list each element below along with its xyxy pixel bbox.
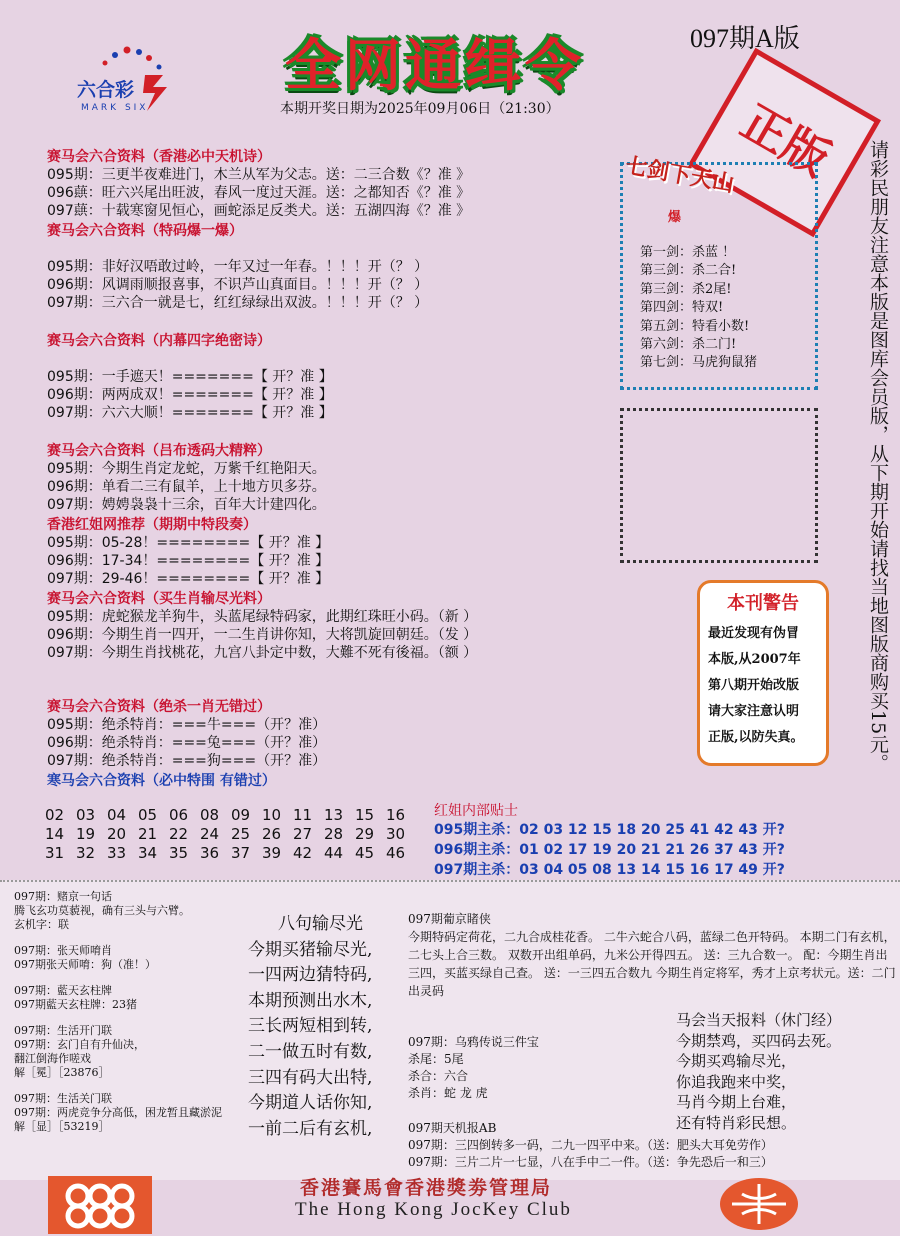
block-line: 097期：三片二片一七显，八在手中二一件。（送：争先恐后一和三） [408, 1155, 773, 1169]
logo-cn: 六合彩 [77, 79, 135, 101]
section-heading: 寒马会六合资料（必中特围 有错过） [47, 773, 276, 789]
number-cell: 29 [355, 825, 375, 843]
section-baoyibao [47, 258, 428, 312]
sword-title: 七剑下天山 [623, 153, 737, 198]
block-line: 杀尾：5尾 [408, 1052, 464, 1066]
section-heading: 香港红姐网推荐（期期中特段奏） [47, 517, 257, 533]
number-cell: 04 [107, 806, 127, 824]
poem-line: 二一做五时有数, [248, 1041, 373, 1062]
kill-panel [434, 800, 785, 880]
warning-line: 第八期开始改版 [708, 678, 800, 693]
number-cell: 11 [293, 806, 313, 824]
sky-block [408, 1120, 773, 1171]
text-block [14, 1092, 249, 1134]
sword-list [640, 244, 757, 373]
number-cell: 05 [138, 806, 158, 824]
text-block [14, 944, 249, 972]
number-cell: 32 [76, 844, 96, 862]
number-row [45, 825, 417, 844]
number-cell: 36 [200, 844, 220, 862]
side-note: 请彩民朋友注意本版是图库会员版，从下期开始请找当地图版商购买15元。 [867, 140, 889, 773]
number-cell: 39 [262, 844, 282, 862]
block-line: 097期：两虎竞争分高低，困龙暂且藏淤泥 [14, 1106, 222, 1119]
block-line: 马肖今期上台难， [676, 1093, 797, 1111]
block-line: 097期：三四倒转多一码，二九一四平中来。（送：肥头大耳免劳作） [408, 1138, 773, 1152]
genuine-stamp: 正版 [688, 48, 881, 237]
horse-block [676, 1010, 841, 1133]
block-line: 097期：生活开门联 [14, 1024, 112, 1037]
empty-box [620, 408, 818, 563]
kill-row: 097期主杀：03 04 05 08 13 14 15 16 17 49 开? [434, 862, 785, 878]
list-item: 097期：娉娉袅袅十三余，百年大计建四化。 [47, 497, 326, 513]
number-cell: 42 [293, 844, 313, 862]
list-item: 第四剑：特双! [640, 300, 724, 316]
list-item: 095期：三更半夜难进门，木兰从军为父志。送：二三合数《？准 》 [47, 167, 471, 183]
kill-title: 红姐内部贴士 [434, 803, 518, 819]
block-line: 翻江倒海作嗟戏 [14, 1052, 91, 1065]
section-jueshao [47, 696, 326, 790]
poem-line: 三长两短相到转, [248, 1016, 373, 1037]
bottom-mid [408, 910, 898, 1000]
block-text: 今期特码定荷花，二九合成桂花香。 二牛六蛇合八码，蓝绿二色开特码。 本期二门有玄机，二七头上合三数。 双数开出组单码，九米公开得四五。 送：三九合数一。 配：今期生肖出三四，买蓝买绿自己查。 送：一三四五合数九 今期生肖定将军，秀才上京考状元。送：二门出灵码 [408, 930, 896, 998]
block-line: 玄机字：联 [14, 918, 69, 931]
block-line: 097期天机报AB [408, 1121, 497, 1135]
list-item: 第一剑：杀蓝 ！ [640, 245, 736, 260]
number-cell: 15 [355, 806, 375, 824]
block-line: 马会当天报料（休门经） [676, 1011, 842, 1029]
bottom-left [14, 890, 249, 1146]
knot-icon [48, 1176, 152, 1234]
number-cell: 46 [386, 844, 406, 862]
number-cell: 44 [324, 844, 344, 862]
number-cell: 03 [76, 806, 96, 824]
number-cell: 20 [107, 825, 127, 843]
jockey-logo [48, 1176, 152, 1234]
list-item: 097期：今期生肖找桃花，九宫八卦定中数，大難不死有後福。（额 ） [47, 645, 478, 661]
number-grid [45, 806, 417, 863]
block-line: 杀合：六合 [408, 1069, 469, 1083]
mark-six-logo [75, 45, 185, 120]
block-line: 你追我跑来中奖， [676, 1072, 797, 1091]
number-cell: 16 [386, 806, 406, 824]
block-line: 今期买鸡输尽光， [676, 1052, 797, 1070]
block-line: 097期：藍天玄柱牌 [14, 984, 112, 997]
poem-line: 三四有码大出特, [248, 1067, 373, 1088]
list-item: 第六剑：杀二门! [640, 337, 737, 353]
list-item: 097期：29-46！========【 开？准 】 [47, 571, 330, 587]
block-line: 097期张天师唷：狗（准！） [14, 958, 156, 971]
poem-line: 本期预测出水木, [248, 990, 373, 1011]
poem-line: 一前二后有玄机, [248, 1118, 373, 1139]
poem-line: 八句输尽光 [278, 914, 363, 934]
list-item: 097蕻：十载寒窗见恒心，画蛇添足反类犬。送：五湖四海《？准 》 [47, 203, 471, 219]
list-item: 095期：非好汉唔敢过岭，一年又过一年春。！！！开（？ ） [47, 259, 429, 275]
number-cell: 31 [45, 844, 65, 862]
poem [248, 912, 372, 1142]
jockey-club-en: The Hong Kong JocKey Club [295, 1199, 572, 1220]
number-cell: 08 [200, 806, 220, 824]
number-row [45, 844, 417, 863]
number-cell: 09 [231, 806, 251, 824]
list-item: 096期：两两成双！=======【 开？准 】 [47, 387, 333, 403]
list-item: 097期：三六合一就是七，红红绿绿出双波。！！！开（？ ） [47, 295, 429, 311]
section-neimu [47, 330, 333, 422]
number-cell: 33 [107, 844, 127, 862]
list-item: 095期：绝杀特肖：===牛===（开？准） [47, 717, 327, 733]
block-line: 腾飞玄功莫藐视，确有三头与六臂。 [14, 904, 190, 917]
block-line: 解［冕］［23876］ [14, 1066, 110, 1079]
number-cell: 10 [262, 806, 282, 824]
section-heading: 赛马会六合资料（特码爆一爆） [47, 223, 243, 239]
poem-line: 今期买猪输尽光, [248, 939, 373, 960]
poem-line: 一四两边猜特码, [248, 965, 373, 986]
number-cell: 26 [262, 825, 282, 843]
lottery-emblem [718, 1176, 800, 1232]
number-cell: 14 [45, 825, 65, 843]
list-item: 第五剑：特看小数! [640, 318, 750, 334]
logo-en: MARK SIX [81, 103, 149, 113]
block-line: 还有特肖彩民想。 [676, 1113, 797, 1132]
text-block [14, 984, 249, 1012]
block-line: 097期：玄门自有升仙决， [14, 1038, 145, 1051]
block-line: 097期：张天师唷肖 [14, 944, 112, 957]
burst-label: 爆 [668, 210, 682, 225]
number-cell: 06 [169, 806, 189, 824]
list-item: 第七剑：马虎狗鼠猪 [640, 355, 758, 371]
number-cell: 19 [76, 825, 96, 843]
block-line: 097期：乌鸦传说三件宝 [408, 1035, 539, 1049]
number-cell: 30 [386, 825, 406, 843]
block-line: 杀肖：蛇 龙 虎 [408, 1086, 488, 1100]
section-heading: 赛马会六合资料（香港必中天机诗） [47, 149, 271, 165]
block-line: 097期藍天玄柱牌：23猪 [14, 998, 137, 1011]
edition-label: 097期A版 [690, 24, 800, 53]
block-line: 097期：赌京一句话 [14, 890, 112, 903]
list-item: 096蕻：旺六兴尾出旺波，春风一度过天涯。送：之都知否《？准 》 [47, 185, 471, 201]
draw-date: 本期开奖日期为2025年09月06日（21:30） [280, 101, 560, 117]
number-cell: 34 [138, 844, 158, 862]
block-title: 097期葡京睹侠 [408, 912, 491, 926]
list-item: 096期：今期生肖一四开，一二生肖讲你知，大将凯旋回朝廷。（发 ） [47, 627, 478, 643]
kill-row: 096期主杀：01 02 17 19 20 21 21 26 37 43 开? [434, 842, 785, 858]
warning-line: 本版,从2007年 [708, 652, 801, 667]
list-item: 095期：虎蛇猴龙羊狗牛，头蓝尾绿特码家，此期红珠旺小码。（新 ） [47, 609, 478, 625]
block-line: 097期：生活关门联 [14, 1092, 112, 1105]
block-line: 今期禁鸡，买四码去死。 [676, 1031, 842, 1050]
list-item: 095期：今期生肖定龙蛇，万紫千红艳阳天。 [47, 461, 326, 477]
number-cell: 45 [355, 844, 375, 862]
section-heading: 赛马会六合资料（吕布透码大精粹） [47, 443, 271, 459]
number-cell: 02 [45, 806, 65, 824]
section-heading: 赛马会六合资料（绝杀一肖无错过） [47, 699, 271, 715]
poem-line: 今期道人话你知, [248, 1093, 373, 1114]
list-item: 095期：05-28！========【 开？准 】 [47, 535, 330, 551]
number-cell: 25 [231, 825, 251, 843]
list-item: 096期：绝杀特肖：===兔===（开？准） [47, 735, 327, 751]
list-item: 096期：17-34！========【 开？准 】 [47, 553, 330, 569]
warning-line: 请大家注意认明 [708, 704, 800, 719]
number-cell: 37 [231, 844, 251, 862]
list-item: 096期：风调雨顺报喜事，不识芦山真面目。！！！开（？ ） [47, 277, 429, 293]
number-cell: 21 [138, 825, 158, 843]
section-tianji [47, 146, 470, 240]
emblem-icon [718, 1176, 800, 1232]
number-cell: 35 [169, 844, 189, 862]
section-heading: 赛马会六合资料（内幕四字绝密诗） [47, 333, 271, 349]
block-line: 解［显］［53219］ [14, 1120, 110, 1133]
number-cell: 13 [324, 806, 344, 824]
list-item: 097期：六六大顺！=======【 开？准 】 [47, 405, 333, 421]
warning-box [697, 580, 829, 766]
list-item: 095期：一手遮天！=======【 开？准 】 [47, 369, 333, 385]
list-item: 第三剑：杀二合! [640, 263, 737, 279]
page-title: 全网通缉令 [285, 33, 585, 99]
kill-row: 095期主杀：02 03 12 15 18 20 25 41 42 43 开? [434, 822, 785, 838]
warning-title: 本刊警告 [727, 593, 799, 614]
warning-line: 最近发现有伪冒 [708, 626, 800, 641]
section-lvbu [47, 440, 477, 662]
number-cell: 28 [324, 825, 344, 843]
crow-block [408, 1034, 539, 1102]
warning-line: 正版,以防失真。 [708, 730, 804, 745]
number-cell: 27 [293, 825, 313, 843]
list-item: 097期：绝杀特肖：===狗===（开？准） [47, 753, 327, 769]
text-block [14, 1024, 249, 1080]
jockey-club-cn: 香港賽馬會香港獎劵管理局 [300, 1177, 553, 1199]
number-cell: 24 [200, 825, 220, 843]
section-heading: 赛马会六合资料（买生肖输尽光料） [47, 591, 271, 607]
number-row [45, 806, 417, 825]
number-cell: 22 [169, 825, 189, 843]
list-item: 第三剑：杀2尾! [640, 281, 732, 297]
text-block [14, 890, 249, 932]
list-item: 096期：单看二三有鼠羊，上十地方贝多芬。 [47, 479, 326, 495]
